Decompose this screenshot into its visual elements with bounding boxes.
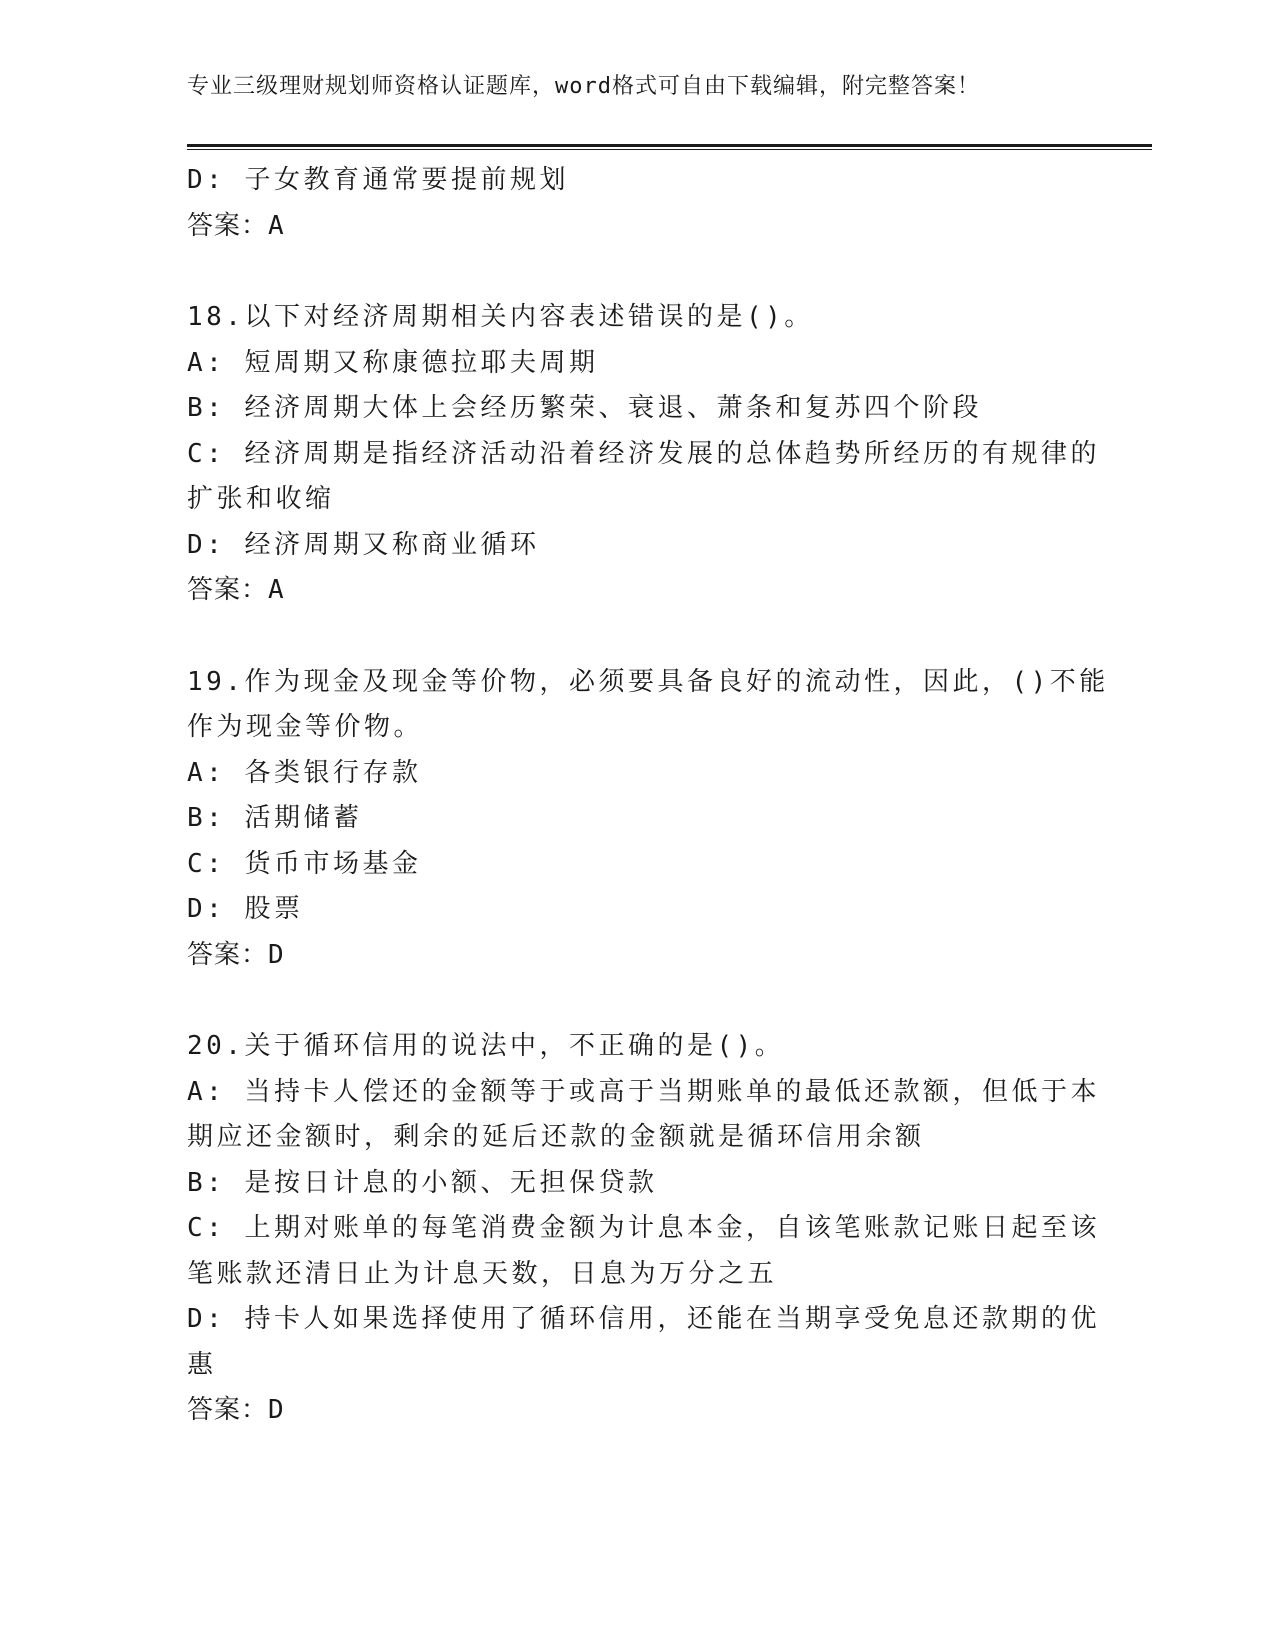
question-stem-continued: 作为现金等价物。 [187, 712, 424, 742]
spacer [187, 978, 1087, 1024]
option-b: B: 是按日计息的小额、无担保贷款 [187, 1167, 658, 1198]
prev-question [187, 158, 1087, 249]
option-d: D: 股票 [187, 894, 304, 924]
option-c: C: 上期对账单的每笔消费金额为计息本金，自该笔账款记账日起至该 [187, 1213, 1100, 1243]
option-d-continued: 惠 [187, 1349, 217, 1380]
question-18 [187, 295, 1100, 614]
question-stem: 20.关于循环信用的说法中，不正确的是()。 [187, 1031, 785, 1061]
option-a-continued: 期应还金额时，剩余的延后还款的金额就是循环信用余额 [187, 1122, 925, 1152]
answer-line: 答案：D [187, 1395, 285, 1425]
question-stem: 19.作为现金及现金等价物，必须要具备良好的流动性，因此，()不能 [187, 666, 1109, 697]
option-b: B: 经济周期大体上会经历繁荣、衰退、萧条和复苏四个阶段 [187, 393, 982, 423]
header-rule-thin [187, 149, 1152, 150]
option-c: C: 经济周期是指经济活动沿着经济发展的总体趋势所经历的有规律的 [187, 438, 1100, 469]
question-content [187, 158, 1109, 1434]
spacer [187, 249, 1087, 295]
answer-line: 答案：A [187, 210, 285, 241]
option-c-continued: 笔账款还清日止为计息天数，日息为万分之五 [187, 1258, 778, 1289]
page-header: 专业三级理财规划师资格认证题库，word格式可自由下载编辑，附完整答案！ [187, 74, 980, 99]
option-a: A: 当持卡人偿还的金额等于或高于当期账单的最低还款额，但低于本 [187, 1076, 1100, 1107]
option-c: C: 货币市场基金 [187, 848, 422, 879]
option-b: B: 活期储蓄 [187, 803, 363, 833]
answer-line: 答案：D [187, 939, 285, 970]
question-20 [187, 1024, 1100, 1434]
option-d: D: 持卡人如果选择使用了循环信用，还能在当期享受免息还款期的优 [187, 1304, 1100, 1334]
option-a: A: 各类银行存款 [187, 757, 422, 788]
option-c-continued: 扩张和收缩 [187, 484, 335, 514]
spacer [187, 614, 1087, 660]
answer-line: 答案：A [187, 575, 285, 605]
question-stem: 18.以下对经济周期相关内容表述错误的是()。 [187, 302, 814, 332]
option-d: D: 子女教育通常要提前规划 [187, 165, 569, 195]
option-d: D: 经济周期又称商业循环 [187, 529, 540, 560]
option-a: A: 短周期又称康德拉耶夫周期 [187, 347, 599, 378]
question-19 [187, 660, 1109, 979]
header-rule-thick [187, 144, 1152, 147]
